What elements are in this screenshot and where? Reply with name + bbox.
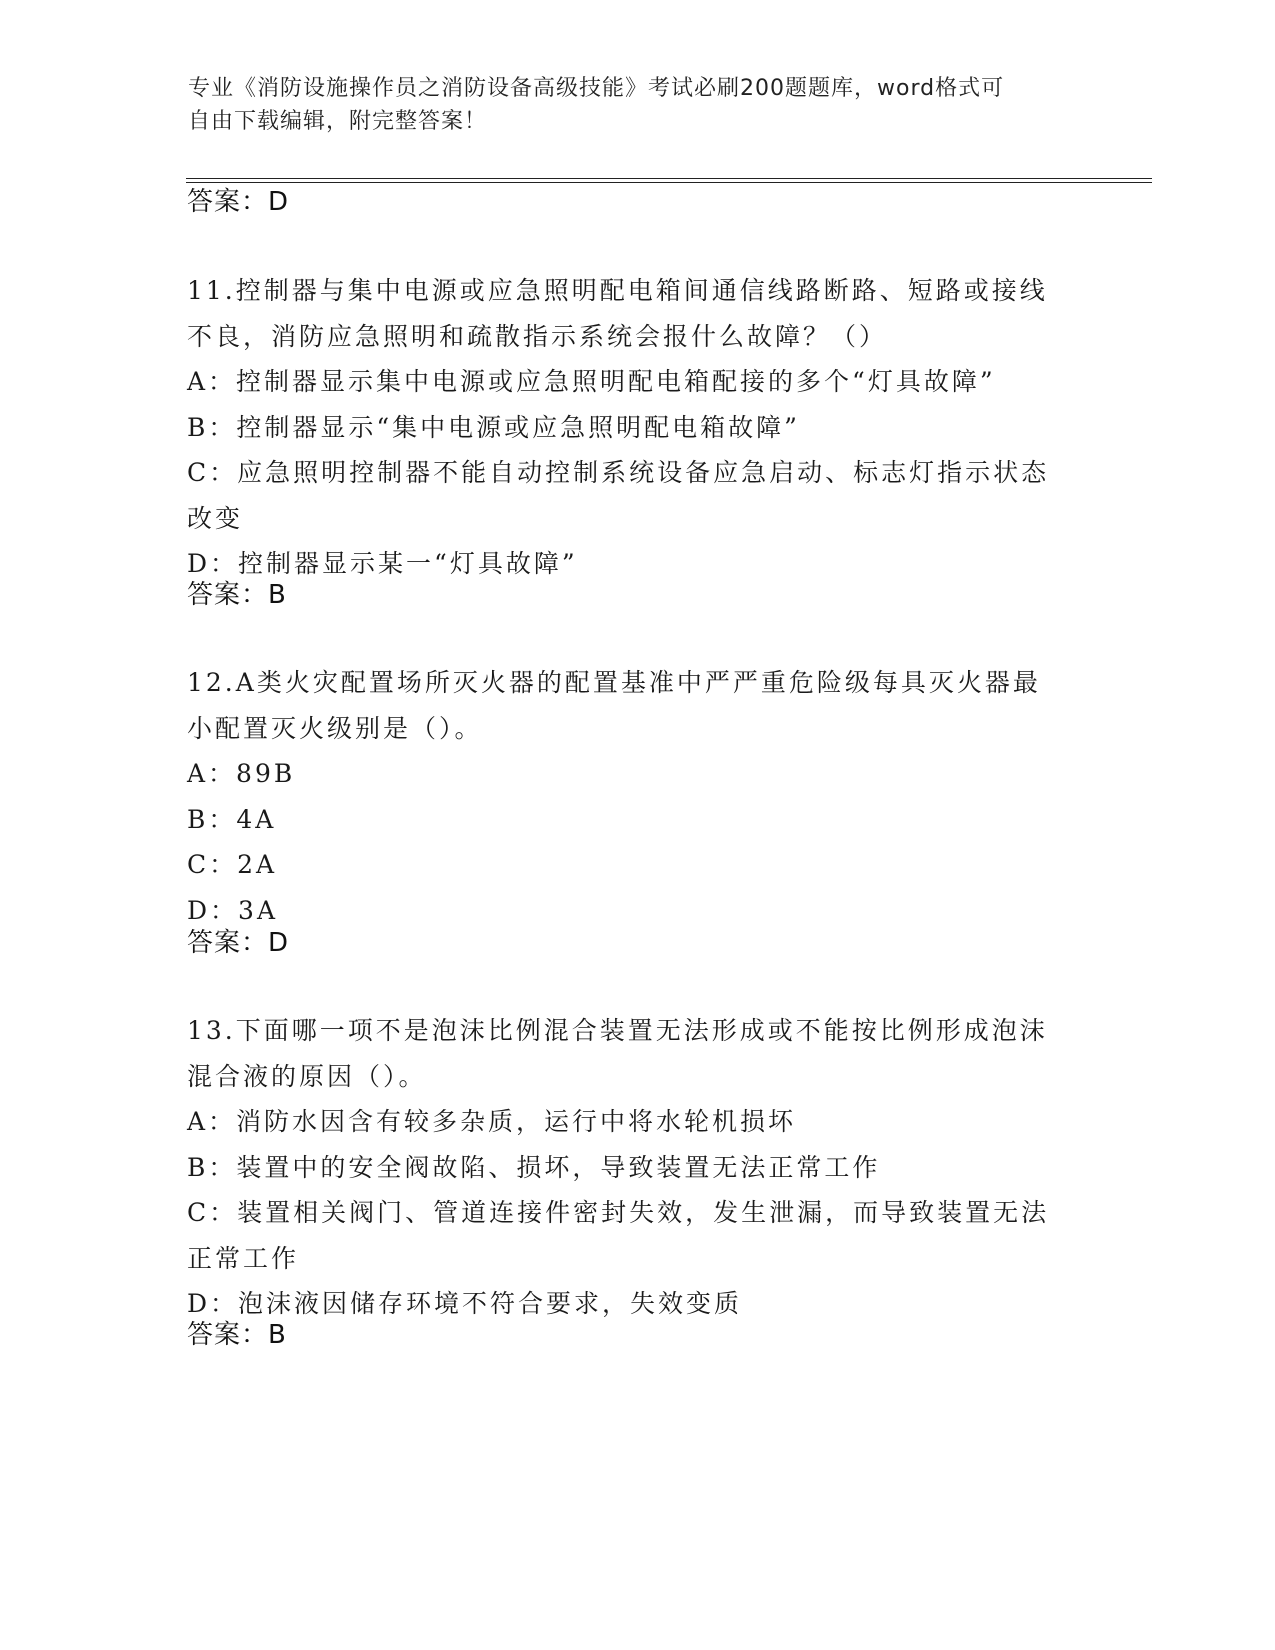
- header-divider-top: [186, 178, 1152, 179]
- option-b: B：4A: [187, 804, 277, 834]
- option-a: A：控制器显示集中电源或应急照明配电箱配接的多个“灯具故障”: [187, 367, 996, 396]
- option-c-continued: 改变: [187, 503, 244, 533]
- option-c: C：应急照明控制器不能自动控制系统设备应急启动、标志灯指示状态: [187, 458, 1050, 487]
- header-line-1: 专业《消防设施操作员之消防设备高级技能》考试必刷200题题库，word格式可: [188, 76, 1005, 101]
- option-b: B：控制器显示“集中电源或应急照明配电箱故障”: [187, 412, 800, 442]
- question-stem-line: 12.A类火灾配置场所灭火器的配置基准中严严重危险级每具灭火器最: [187, 668, 1041, 697]
- question-stem-line: 13.下面哪一项不是泡沫比例混合装置无法形成或不能按比例形成泡沫: [187, 1016, 1048, 1045]
- question-stem-line: 混合液的原因（）。: [187, 1061, 427, 1091]
- document-header: [188, 72, 1068, 138]
- option-d: D：泡沫液因储存环境不符合要求，失效变质: [187, 1289, 743, 1318]
- option-d: D：控制器显示某一“灯具故障”: [187, 549, 578, 578]
- header-line-2: 自由下载编辑，附完整答案！: [188, 109, 488, 134]
- question-11: [187, 268, 1067, 587]
- previous-question-answer: 答案：D: [187, 187, 290, 217]
- question-stem-line: 小配置灭火级别是（）。: [187, 713, 483, 743]
- question-12: [187, 660, 1067, 933]
- question-13-answer: 答案：B: [187, 1320, 287, 1350]
- option-a: A：89B: [187, 759, 296, 788]
- question-stem-line: 11.控制器与集中电源或应急照明配电箱间通信线路断路、短路或接线: [187, 276, 1048, 305]
- option-b: B：装置中的安全阀故陷、损坏，导致装置无法正常工作: [187, 1152, 881, 1182]
- option-c-continued: 正常工作: [187, 1243, 300, 1273]
- option-d: D：3A: [187, 895, 279, 925]
- question-12-answer: 答案：D: [187, 928, 290, 958]
- option-c: C：2A: [187, 850, 278, 879]
- header-divider-bottom: [186, 182, 1152, 183]
- question-11-answer: 答案：B: [187, 580, 287, 610]
- question-stem-line: 不良，消防应急照明和疏散指示系统会报什么故障？（）: [187, 321, 888, 351]
- option-c: C：装置相关阀门、管道连接件密封失效，发生泄漏，而导致装置无法: [187, 1198, 1050, 1227]
- option-a: A：消防水因含有较多杂质，运行中将水轮机损坏: [187, 1107, 797, 1136]
- question-13: [187, 1008, 1067, 1327]
